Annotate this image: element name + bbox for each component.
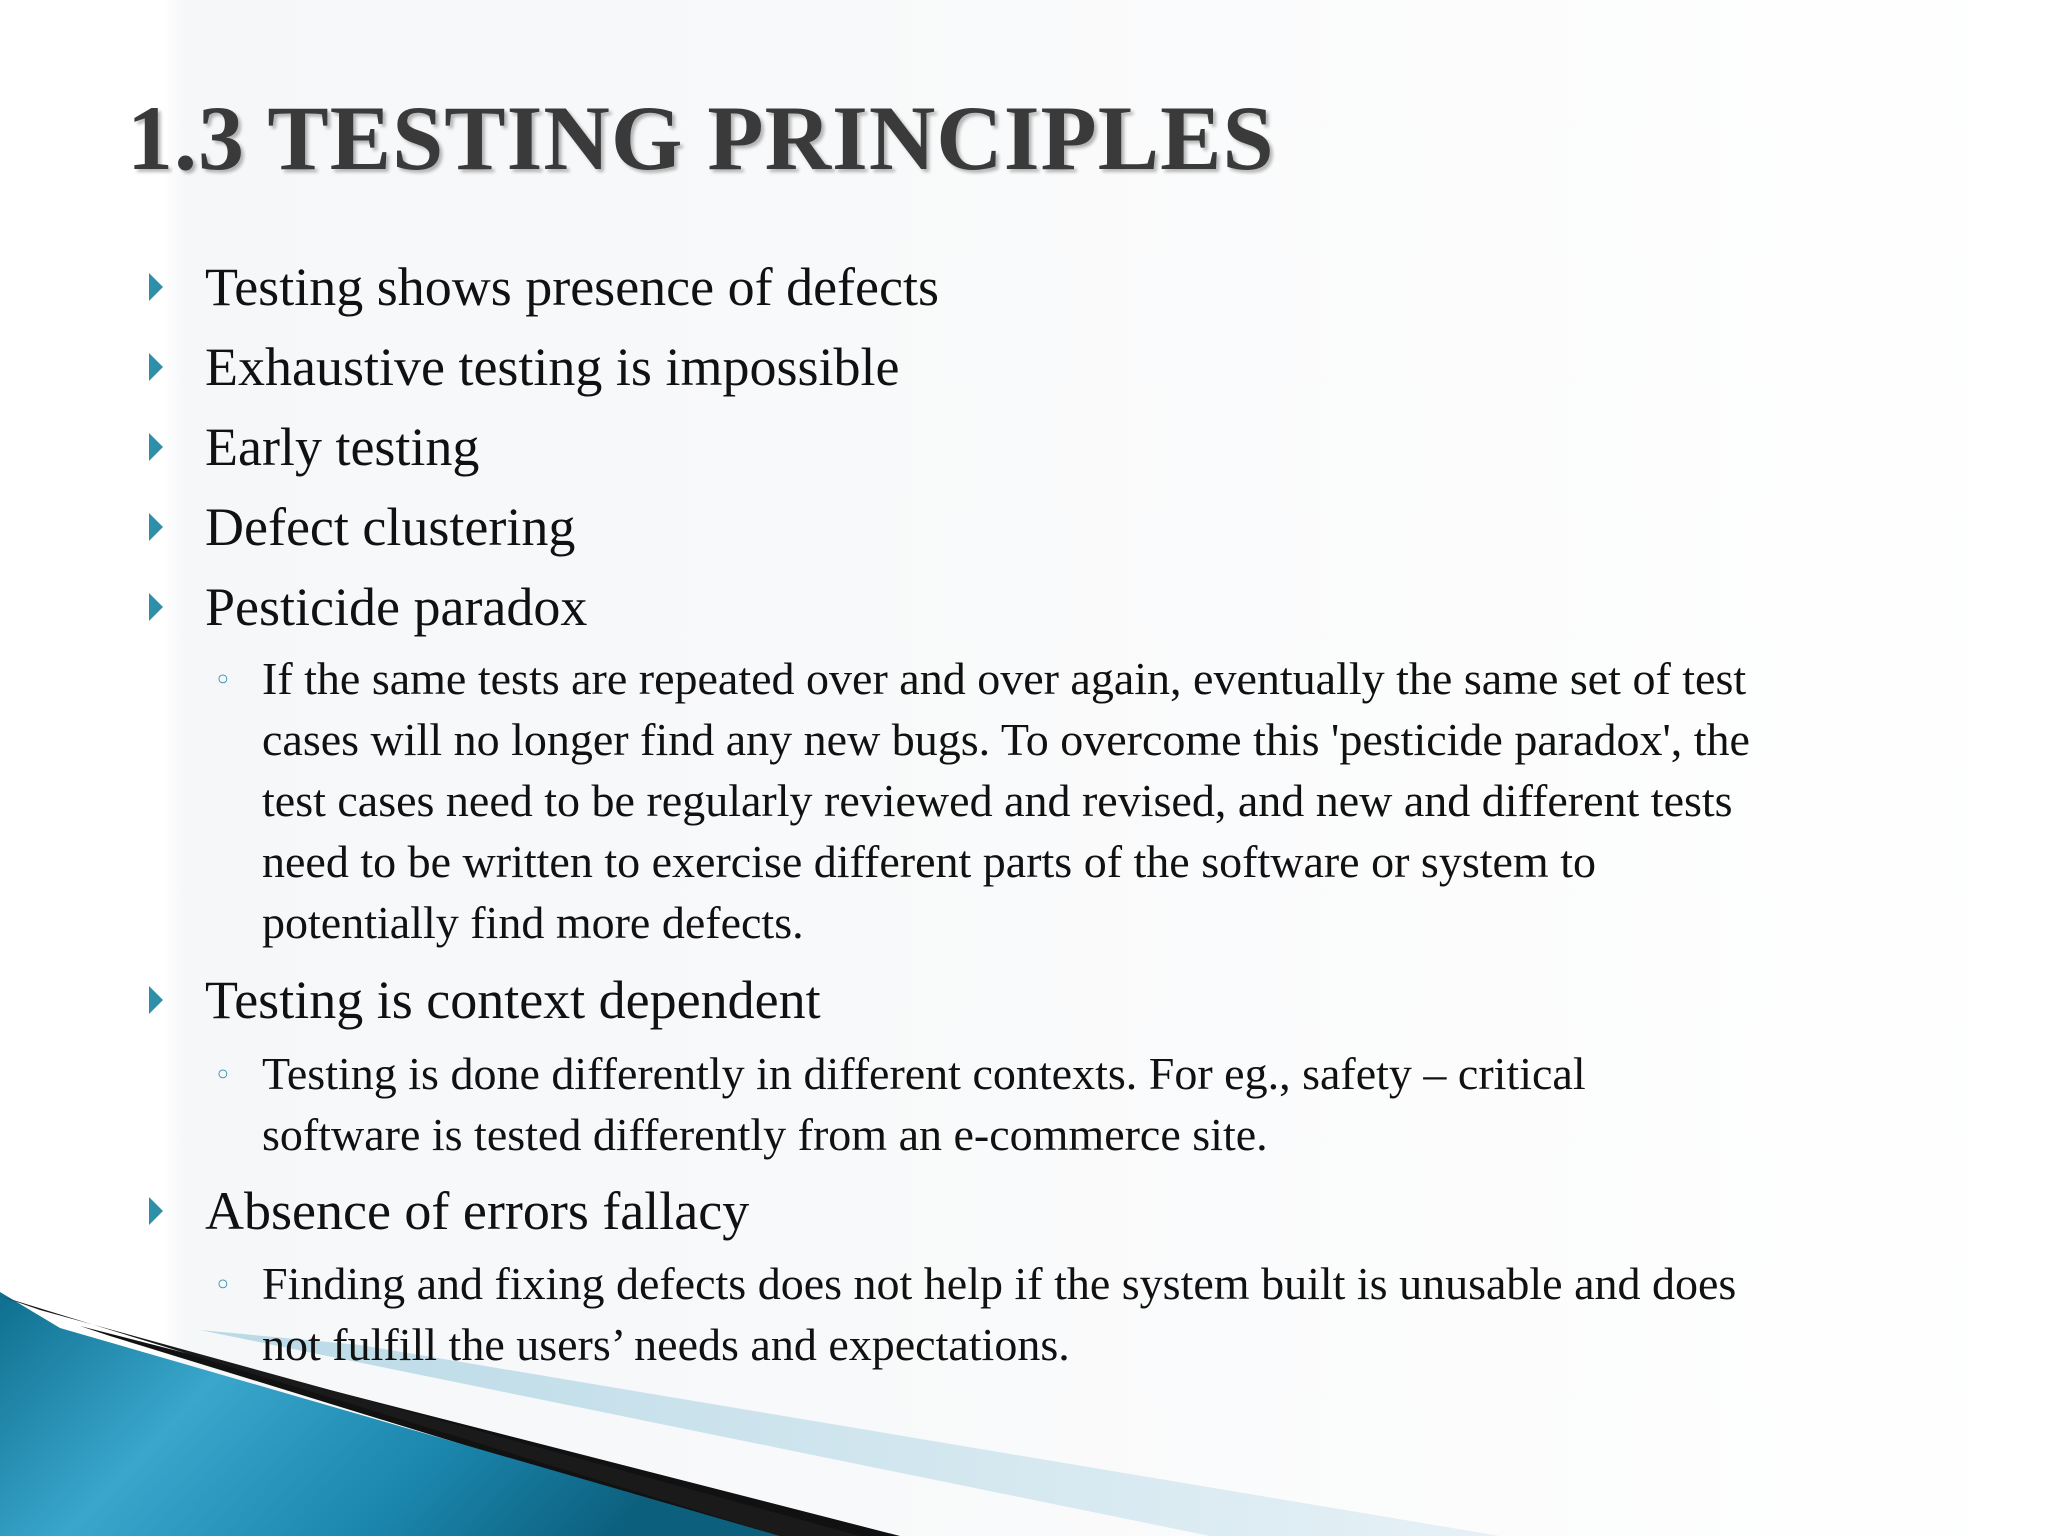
slide-title: 1.3 TESTING PRINCIPLES bbox=[127, 87, 1275, 189]
bullet-text: Testing shows presence of defects bbox=[205, 257, 939, 317]
triangle-bullet-icon bbox=[149, 353, 163, 381]
sub-bullet-line: need to be written to exercise different parts of the software or system to bbox=[262, 836, 1596, 887]
sub-bullet-line: test cases need to be regularly reviewed and revised, and new and different tests bbox=[262, 775, 1733, 826]
circle-bullet-icon: ◦ bbox=[214, 663, 232, 698]
bullet-item bbox=[205, 407, 479, 487]
bullet-item bbox=[205, 960, 821, 1040]
bullet-item bbox=[205, 1171, 749, 1251]
sub-bullet-line: Finding and fixing defects does not help if the system built is unusable and does bbox=[262, 1258, 1737, 1309]
sub-bullet-item bbox=[214, 1043, 1922, 1165]
triangle-bullet-icon bbox=[149, 273, 163, 301]
sub-bullet-line: software is tested differently from an e-commerce site. bbox=[262, 1109, 1268, 1160]
triangle-bullet-icon bbox=[149, 433, 163, 461]
sub-bullet-line: Testing is done differently in different contexts. For eg., safety – critical bbox=[262, 1048, 1586, 1099]
bullet-text: Defect clustering bbox=[205, 497, 576, 557]
triangle-bullet-icon bbox=[149, 593, 163, 621]
bullet-text: Early testing bbox=[205, 417, 480, 477]
sub-bullet-item bbox=[214, 1253, 1922, 1375]
sub-bullet-line: cases will no longer find any new bugs. To overcome this 'pesticide paradox', the bbox=[262, 714, 1750, 765]
sub-bullet-line: If the same tests are repeated over and over again, eventually the same set of test bbox=[262, 653, 1747, 704]
triangle-bullet-icon bbox=[149, 1197, 163, 1225]
bullet-item bbox=[205, 487, 575, 567]
sub-bullet-line: potentially find more defects. bbox=[262, 897, 804, 948]
bullet-text: Pesticide paradox bbox=[205, 577, 588, 637]
bullet-text: Exhaustive testing is impossible bbox=[205, 337, 900, 397]
bullet-item bbox=[205, 247, 939, 327]
bullet-item bbox=[205, 567, 587, 647]
circle-bullet-icon: ◦ bbox=[214, 1268, 232, 1303]
bullet-item bbox=[205, 327, 899, 407]
triangle-bullet-icon bbox=[149, 986, 163, 1014]
sub-bullet-line: not fulfill the users’ needs and expectations. bbox=[262, 1319, 1070, 1370]
bullet-text: Testing is context dependent bbox=[205, 970, 821, 1030]
bullet-text: Absence of errors fallacy bbox=[205, 1181, 750, 1241]
circle-bullet-icon: ◦ bbox=[214, 1058, 232, 1093]
triangle-bullet-icon bbox=[149, 513, 163, 541]
sub-bullet-item bbox=[214, 648, 1922, 953]
